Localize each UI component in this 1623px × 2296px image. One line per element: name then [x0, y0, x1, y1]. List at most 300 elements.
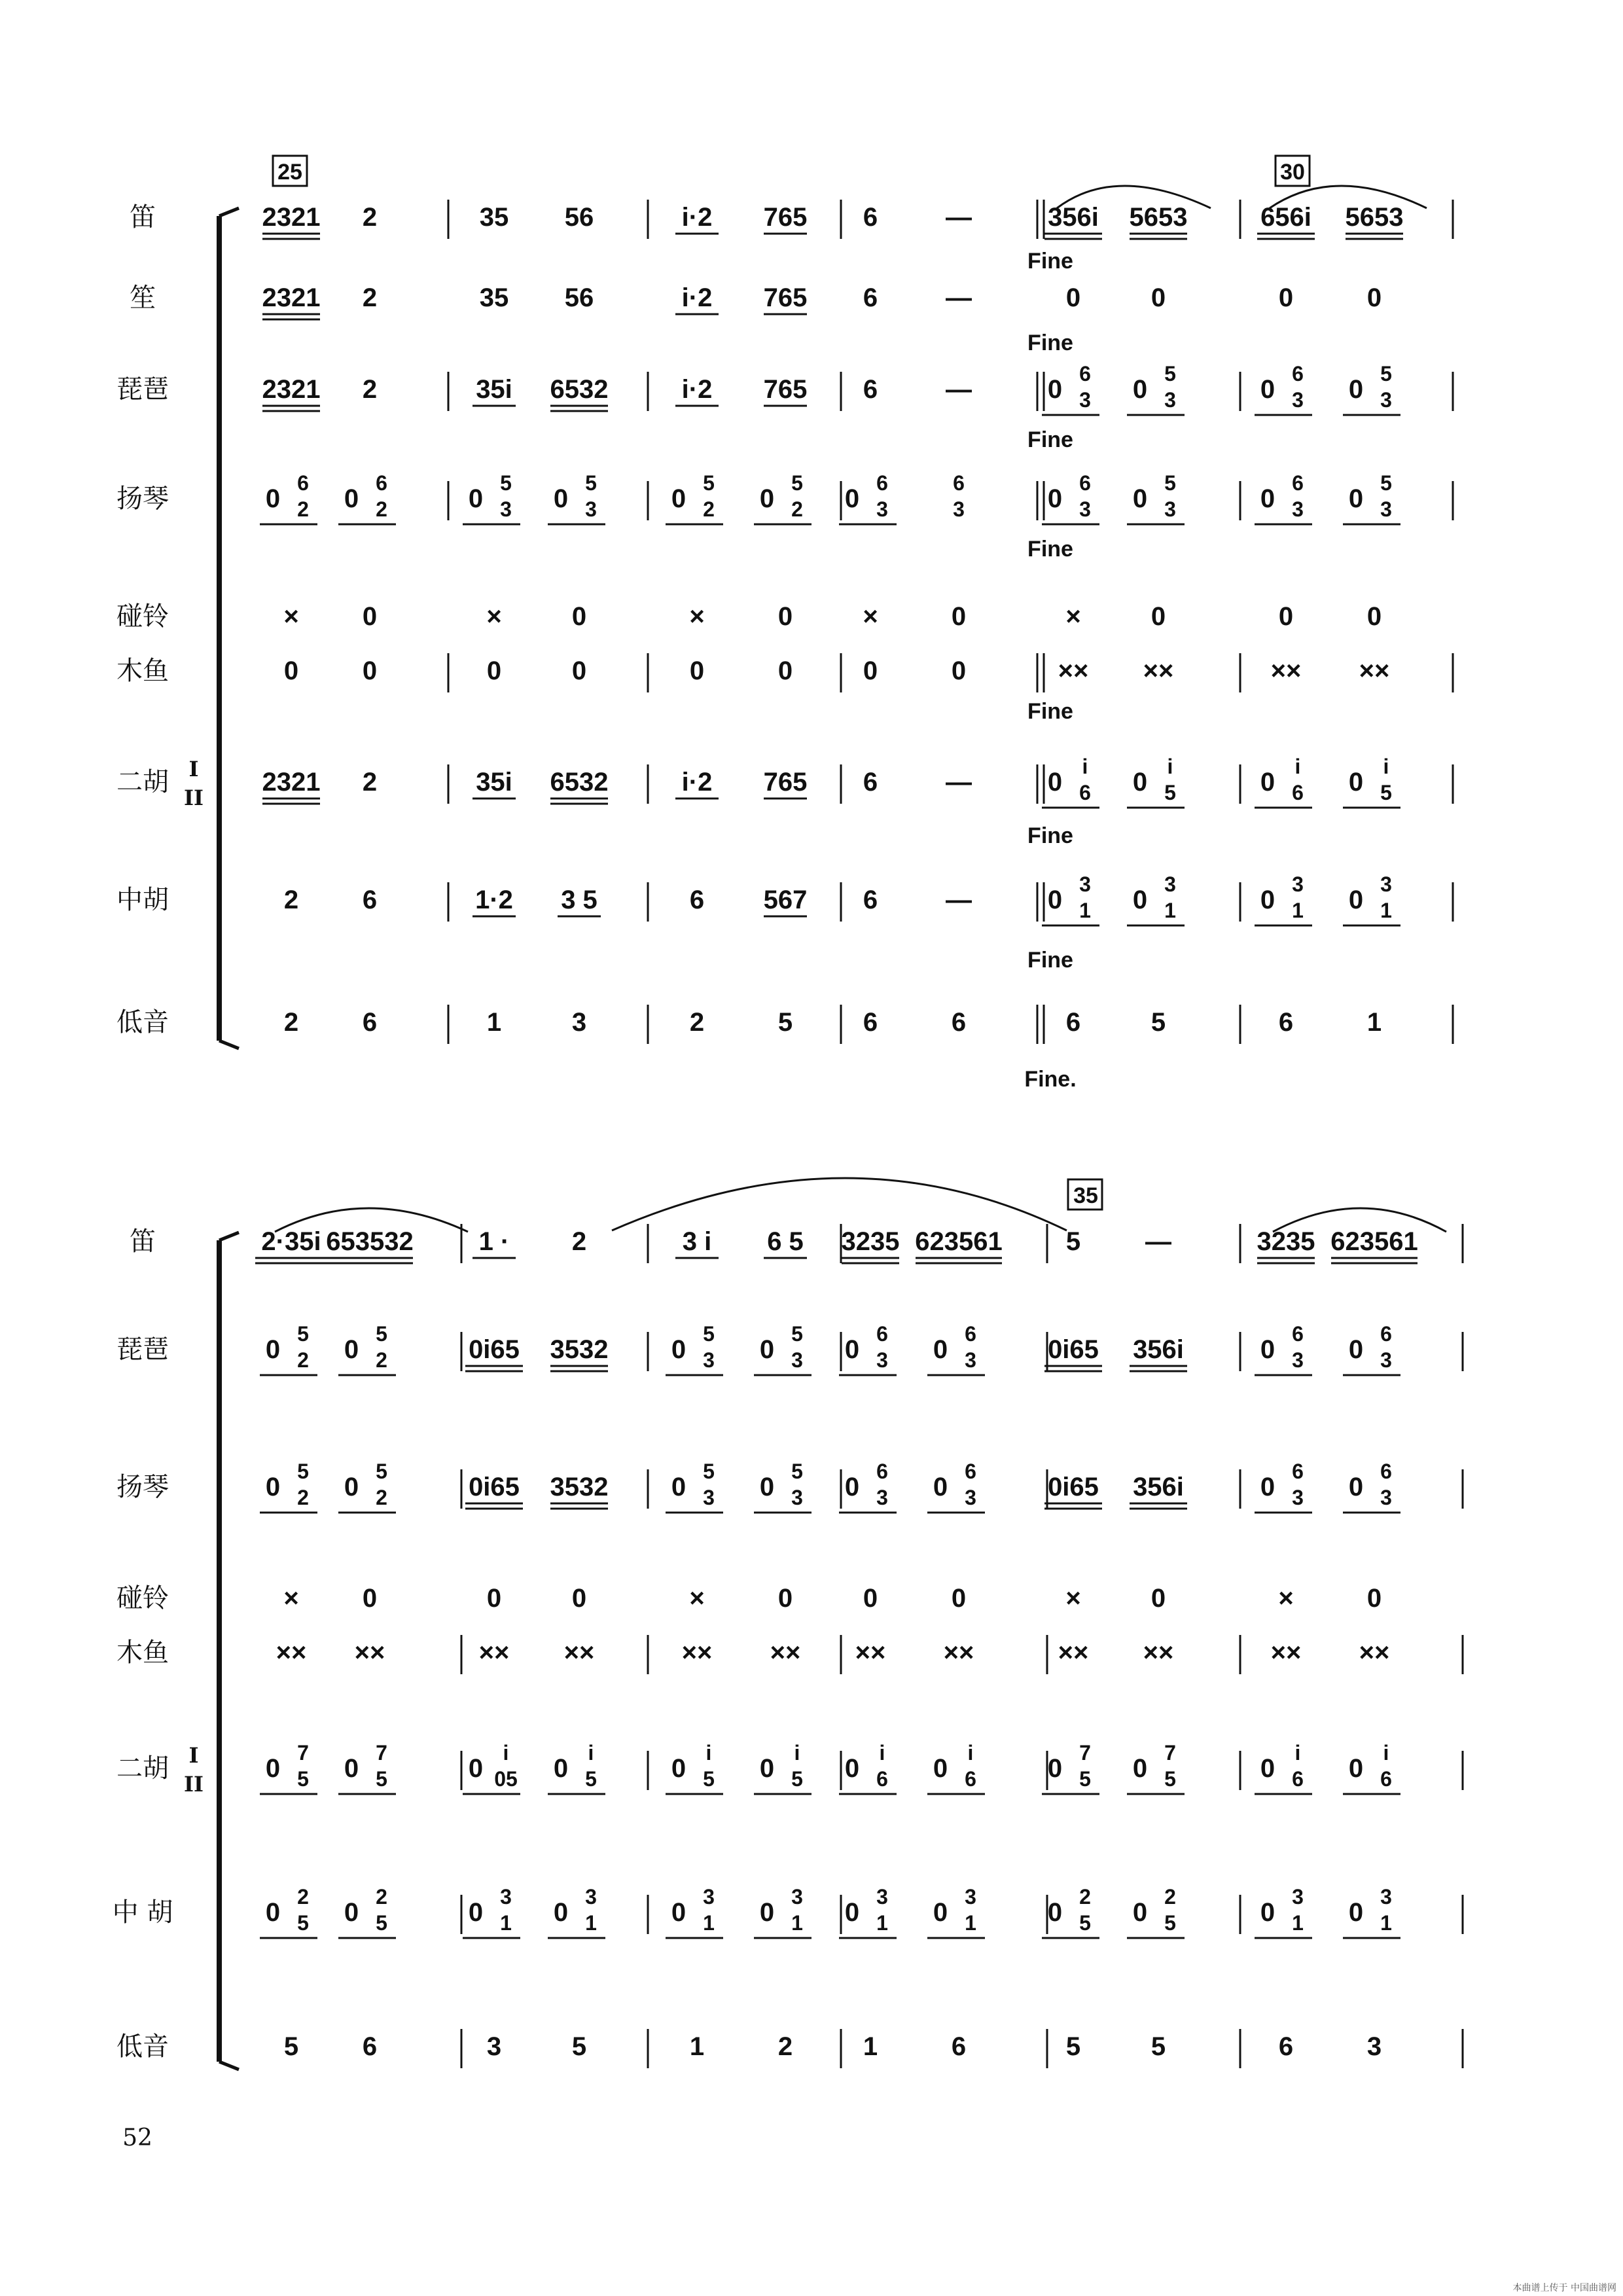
note-di-6: 6 [863, 203, 878, 232]
note-pipa-4-upper: 5 [703, 1322, 715, 1346]
note-pipa-11-lower: 3 [1380, 388, 1392, 412]
note-pipa-4-zero: 0 [671, 1335, 687, 1364]
note-zhonghu-0-lower: 5 [297, 1911, 309, 1935]
note-yangqin-1-upper: 6 [376, 471, 387, 495]
note-yangqin-8-zero: 0 [1047, 484, 1063, 513]
instrument-label-pipa: 琵琶 [116, 1335, 169, 1365]
note-erhu-3: 6532 [550, 768, 609, 797]
note-pengling-1: 0 [362, 1584, 378, 1613]
note-pipa-6-zero: 0 [844, 1335, 860, 1364]
note-yangqin-10-lower: 3 [1292, 1486, 1304, 1509]
instrument-label-di: 笛 [130, 1227, 156, 1257]
note-zhonghu-10-upper: 3 [1292, 1885, 1304, 1909]
note-pipa-7-upper: 6 [965, 1322, 976, 1346]
note-pipa-6-upper: 6 [876, 1322, 888, 1346]
note-sheng-2: 35 [479, 283, 509, 312]
note-di-7: — [946, 203, 972, 232]
instrument-label-erhu: 二胡 [116, 767, 169, 797]
note-zhonghu-3-lower: 1 [585, 1911, 597, 1935]
note-yangqin-11-upper: 5 [1380, 471, 1392, 495]
note-erhu-7-upper: i [967, 1741, 974, 1765]
note-erhu-11-upper: i [1383, 755, 1389, 778]
note-erhu-10-lower: 6 [1292, 781, 1304, 804]
note-pipa-9-lower: 3 [1164, 388, 1176, 412]
note-pipa-2: 35i [476, 375, 512, 404]
note-sheng-1: 2 [362, 283, 378, 312]
note-zhonghu-2-upper: 3 [500, 1885, 512, 1909]
note-yangqin-4-zero: 0 [671, 484, 687, 513]
note-yangqin-3-upper: 5 [585, 471, 597, 495]
note-diyin-4: 2 [689, 1008, 705, 1037]
note-yangqin-5-lower: 3 [791, 1486, 803, 1509]
note-pengling-3: 0 [571, 602, 587, 631]
system-bracket-bottom [219, 1041, 239, 1049]
note-yangqin-2-upper: 5 [500, 471, 512, 495]
note-yangqin-0-lower: 2 [297, 497, 309, 521]
note-diyin-6: 1 [863, 2032, 878, 2061]
note-zhonghu-2: 1·2 [475, 886, 513, 914]
instrument-label-sheng: 笙 [130, 283, 156, 313]
note-erhu-9-lower: 5 [1164, 1767, 1176, 1791]
note-yangqin-1-lower: 2 [376, 497, 387, 521]
instrument-label-erhu: 二胡 [116, 1753, 169, 1784]
footer-credit: 本曲谱上传于 中国曲谱网 [1512, 2283, 1616, 2293]
note-erhu-8-upper: 7 [1079, 1741, 1091, 1765]
note-pipa-4-lower: 3 [703, 1348, 715, 1372]
note-zhonghu-8-lower: 5 [1079, 1911, 1091, 1935]
note-yangqin-7-lower: 3 [953, 497, 965, 521]
instrument-label-pengling: 碰铃 [116, 601, 169, 632]
note-pipa-9: 356i [1133, 1335, 1184, 1364]
note-erhu-9-upper: 7 [1164, 1741, 1176, 1765]
note-erhu-8-zero: 0 [1047, 1754, 1063, 1783]
note-erhu-4-upper: i [705, 1741, 712, 1765]
note-diyin-7: 6 [951, 2032, 967, 2061]
instrument-label-yangqin: 扬琴 [116, 484, 169, 514]
note-pipa-10-zero: 0 [1260, 375, 1275, 404]
note-pipa-5-lower: 3 [791, 1348, 803, 1372]
note-pipa-11-zero: 0 [1348, 1335, 1364, 1364]
note-zhonghu-9-upper: 3 [1164, 872, 1176, 896]
instrument-label-pengling: 碰铃 [116, 1583, 169, 1613]
note-pipa-3: 6532 [550, 375, 609, 404]
note-di-9: 5653 [1129, 203, 1188, 232]
note-pipa-8-upper: 6 [1079, 362, 1091, 386]
note-pipa-10-lower: 3 [1292, 388, 1304, 412]
note-muyu-0: 0 [283, 656, 299, 685]
note-diyin-10: 6 [1278, 1008, 1294, 1037]
note-zhonghu-8-upper: 3 [1079, 872, 1091, 896]
note-erhu-11-zero: 0 [1348, 768, 1364, 797]
note-erhu-2: 35i [476, 768, 512, 797]
note-zhonghu-7-lower: 1 [965, 1911, 976, 1935]
note-muyu-6: 0 [863, 656, 878, 685]
fine-marking: Fine [1027, 249, 1073, 274]
note-erhu-6: 6 [863, 768, 878, 797]
note-yangqin-6-zero: 0 [844, 1473, 860, 1501]
note-pipa-11-lower: 3 [1380, 1348, 1392, 1372]
note-muyu-8: ×× [1058, 656, 1089, 685]
system-bracket-bottom [219, 2062, 239, 2070]
note-zhonghu-4-lower: 1 [703, 1911, 715, 1935]
note-diyin-10: 6 [1278, 2032, 1294, 2061]
note-pengling-9: 0 [1150, 602, 1166, 631]
note-pipa-10-zero: 0 [1260, 1335, 1275, 1364]
note-pengling-10: × [1278, 1584, 1294, 1613]
fine-marking: Fine [1027, 699, 1073, 724]
note-erhu-7: — [946, 768, 972, 797]
note-pipa-5-upper: 5 [791, 1322, 803, 1346]
note-erhu-11-zero: 0 [1348, 1754, 1364, 1783]
note-zhonghu-1-upper: 2 [376, 1885, 387, 1909]
note-pipa-3: 3532 [550, 1335, 609, 1364]
fine-marking: Fine [1027, 823, 1073, 848]
note-muyu-1: ×× [354, 1638, 385, 1667]
note-yangqin-7-lower: 3 [965, 1486, 976, 1509]
note-pipa-10-upper: 6 [1292, 1322, 1304, 1346]
note-sheng-4: i·2 [681, 283, 713, 312]
page-number: 52 [122, 2125, 152, 2151]
note-yangqin-8-upper: 6 [1079, 471, 1091, 495]
note-erhu-11-lower: 5 [1380, 781, 1392, 804]
note-pipa-9-upper: 5 [1164, 362, 1176, 386]
note-muyu-3: 0 [571, 656, 587, 685]
note-pengling-2: 0 [486, 1584, 502, 1613]
note-zhonghu-7: — [946, 886, 972, 914]
note-pipa-5: 765 [763, 375, 808, 404]
note-erhu-4: i·2 [681, 768, 713, 797]
note-diyin-8: 5 [1065, 2032, 1081, 2061]
note-yangqin-5-upper: 5 [791, 471, 803, 495]
fine-marking: Fine. [1024, 1067, 1077, 1092]
note-yangqin-6-lower: 3 [876, 1486, 888, 1509]
note-erhu-3-lower: 5 [585, 1767, 597, 1791]
note-pipa-8-zero: 0 [1047, 375, 1063, 404]
note-erhu-5: 765 [763, 768, 808, 797]
note-erhu-5-lower: 5 [791, 1767, 803, 1791]
note-yangqin-7-upper: 6 [965, 1460, 976, 1483]
note-pipa-0: 2321 [262, 375, 321, 404]
instrument-label-diyin: 低音 [116, 1007, 169, 1037]
note-diyin-0: 5 [283, 2032, 299, 2061]
note-yangqin-4-upper: 5 [703, 1460, 715, 1483]
note-erhu-8-upper: i [1082, 755, 1088, 778]
note-zhonghu-11-upper: 3 [1380, 1885, 1392, 1909]
note-di-7: 623561 [915, 1227, 1003, 1256]
note-diyin-2: 1 [486, 1008, 502, 1037]
note-di-11: 623561 [1330, 1227, 1418, 1256]
instrument-label-pipa: 琵琶 [116, 374, 169, 404]
note-yangqin-0-upper: 5 [297, 1460, 309, 1483]
note-muyu-7: 0 [951, 656, 967, 685]
note-di-4: i·2 [681, 203, 713, 232]
note-yangqin-2-lower: 3 [500, 497, 512, 521]
note-zhonghu-8-zero: 0 [1047, 886, 1063, 914]
note-muyu-5: ×× [770, 1638, 801, 1667]
note-zhonghu-6: 6 [863, 886, 878, 914]
note-zhonghu-7-upper: 3 [965, 1885, 976, 1909]
slur [612, 1178, 1067, 1230]
note-pipa-7: — [946, 375, 972, 404]
note-zhonghu-9-lower: 5 [1164, 1911, 1176, 1935]
note-erhu-8-lower: 5 [1079, 1767, 1091, 1791]
note-zhonghu-10-zero: 0 [1260, 886, 1275, 914]
note-zhonghu-10-lower: 1 [1292, 899, 1304, 922]
note-di-6: 3235 [841, 1227, 900, 1256]
note-di-8: 5 [1065, 1227, 1081, 1256]
note-zhonghu-9-zero: 0 [1132, 1898, 1148, 1927]
measure-number: 35 [1073, 1183, 1098, 1208]
system-bracket-top [219, 1232, 239, 1240]
note-yangqin-1-lower: 2 [376, 1486, 387, 1509]
note-yangqin-0-upper: 6 [297, 471, 309, 495]
note-pipa-6: 6 [863, 375, 878, 404]
note-yangqin-0-zero: 0 [265, 1473, 281, 1501]
note-di-4: 3 i [682, 1227, 712, 1256]
note-erhu-5-zero: 0 [759, 1754, 775, 1783]
note-yangqin-0-zero: 0 [265, 484, 281, 513]
note-pengling-11: 0 [1366, 602, 1382, 631]
note-yangqin-2-zero: 0 [468, 484, 484, 513]
note-pipa-11-upper: 5 [1380, 362, 1392, 386]
note-di-1: 2 [362, 203, 378, 232]
note-di-9: — [1145, 1227, 1171, 1256]
note-erhu-7-lower: 6 [965, 1767, 976, 1791]
note-zhonghu-10-lower: 1 [1292, 1911, 1304, 1935]
note-yangqin-5-zero: 0 [759, 484, 775, 513]
note-zhonghu-0: 2 [283, 886, 299, 914]
note-yangqin-6-upper: 6 [876, 471, 888, 495]
note-zhonghu-9-lower: 1 [1164, 899, 1176, 922]
note-erhu-2-upper: i [503, 1741, 509, 1765]
note-pipa-0-lower: 2 [297, 1348, 309, 1372]
note-erhu-9-zero: 0 [1132, 1754, 1148, 1783]
note-zhonghu-11-upper: 3 [1380, 872, 1392, 896]
note-erhu-8-zero: 0 [1047, 768, 1063, 797]
note-diyin-3: 5 [571, 2032, 587, 2061]
note-zhonghu-1-zero: 0 [344, 1898, 359, 1927]
note-pipa-0-upper: 5 [297, 1322, 309, 1346]
note-pipa-8-lower: 3 [1079, 388, 1091, 412]
note-pipa-4: i·2 [681, 375, 713, 404]
note-diyin-7: 6 [951, 1008, 967, 1037]
note-muyu-1: 0 [362, 656, 378, 685]
note-yangqin-1-zero: 0 [344, 1473, 359, 1501]
note-pipa-2: 0i65 [469, 1335, 520, 1364]
note-erhu-9-lower: 5 [1164, 781, 1176, 804]
note-muyu-2: ×× [478, 1638, 510, 1667]
note-diyin-3: 3 [571, 1008, 587, 1037]
note-zhonghu-1: 6 [362, 886, 378, 914]
note-zhonghu-6-zero: 0 [844, 1898, 860, 1927]
fine-marking: Fine [1027, 427, 1073, 452]
note-zhonghu-3-zero: 0 [553, 1898, 569, 1927]
system-bracket-top [219, 208, 239, 216]
note-muyu-11: ×× [1359, 656, 1390, 685]
note-erhu-11-upper: i [1383, 1741, 1389, 1765]
note-yangqin-6-zero: 0 [844, 484, 860, 513]
note-diyin-8: 6 [1065, 1008, 1081, 1037]
note-zhonghu-10-upper: 3 [1292, 872, 1304, 896]
note-sheng-8: 0 [1065, 283, 1081, 312]
instrument-label-zhonghu: 中 胡 [112, 1897, 173, 1928]
note-pengling-8: × [1065, 602, 1081, 631]
note-yangqin-11-zero: 0 [1348, 1473, 1364, 1501]
note-zhonghu-5: 567 [763, 886, 808, 914]
fine-marking: Fine [1027, 537, 1073, 562]
note-pipa-1-upper: 5 [376, 1322, 387, 1346]
note-pengling-11: 0 [1366, 1584, 1382, 1613]
note-pengling-5: 0 [777, 1584, 793, 1613]
note-yangqin-4-lower: 2 [703, 497, 715, 521]
measure-number: 30 [1280, 160, 1305, 185]
note-erhu-6-zero: 0 [844, 1754, 860, 1783]
note-sheng-10: 0 [1278, 283, 1294, 312]
note-pengling-6: × [863, 602, 878, 631]
note-di-8: 356i [1048, 203, 1099, 232]
erhu-part-1: I [188, 1743, 199, 1768]
note-zhonghu-8-zero: 0 [1047, 1898, 1063, 1927]
measure-number: 25 [277, 160, 302, 185]
note-di-3: 56 [564, 203, 594, 232]
note-erhu-1-zero: 0 [344, 1754, 359, 1783]
note-zhonghu-4-upper: 3 [703, 1885, 715, 1909]
note-diyin-5: 5 [777, 1008, 793, 1037]
note-yangqin-9-lower: 3 [1164, 497, 1176, 521]
note-yangqin-10-upper: 6 [1292, 1460, 1304, 1483]
note-pipa-7-zero: 0 [933, 1335, 948, 1364]
note-pengling-7: 0 [951, 602, 967, 631]
note-pengling-2: × [486, 602, 502, 631]
note-muyu-10: ×× [1270, 656, 1302, 685]
note-di-11: 5653 [1345, 203, 1404, 232]
note-zhonghu-4: 6 [689, 886, 705, 914]
note-diyin-4: 1 [689, 2032, 705, 2061]
note-yangqin-9: 356i [1133, 1473, 1184, 1501]
note-di-10: 3235 [1257, 1227, 1315, 1256]
note-diyin-0: 2 [283, 1008, 299, 1037]
note-muyu-8: ×× [1058, 1638, 1089, 1667]
note-erhu-10-upper: i [1294, 1741, 1301, 1765]
note-yangqin-9-upper: 5 [1164, 471, 1176, 495]
note-erhu-6-lower: 6 [876, 1767, 888, 1791]
note-erhu-10-upper: i [1294, 755, 1301, 778]
erhu-part-2: II [184, 1772, 204, 1797]
note-muyu-9: ×× [1143, 656, 1174, 685]
note-erhu-1: 2 [362, 768, 378, 797]
instrument-label-muyu: 木鱼 [116, 656, 169, 686]
note-yangqin-7-upper: 6 [953, 471, 965, 495]
note-muyu-10: ×× [1270, 1638, 1302, 1667]
note-yangqin-6-lower: 3 [876, 497, 888, 521]
note-pengling-4: × [689, 602, 705, 631]
note-pipa-11-upper: 6 [1380, 1322, 1392, 1346]
note-zhonghu-6-lower: 1 [876, 1911, 888, 1935]
note-erhu-4-lower: 5 [703, 1767, 715, 1791]
note-muyu-11: ×× [1359, 1638, 1390, 1667]
note-erhu-2-lower: 05 [494, 1767, 518, 1791]
instrument-label-di: 笛 [130, 202, 156, 232]
note-erhu-1-upper: 7 [376, 1741, 387, 1765]
note-yangqin-3-zero: 0 [553, 484, 569, 513]
note-pipa-1-zero: 0 [344, 1335, 359, 1364]
note-zhonghu-9-upper: 2 [1164, 1885, 1176, 1909]
note-yangqin-8-lower: 3 [1079, 497, 1091, 521]
note-erhu-5-upper: i [794, 1741, 800, 1765]
note-yangqin-11-lower: 3 [1380, 497, 1392, 521]
note-pipa-1-lower: 2 [376, 1348, 387, 1372]
note-erhu-6-upper: i [879, 1741, 885, 1765]
note-yangqin-8: 0i65 [1048, 1473, 1099, 1501]
note-muyu-5: 0 [777, 656, 793, 685]
note-diyin-5: 2 [777, 2032, 793, 2061]
note-yangqin-3-lower: 3 [585, 497, 597, 521]
note-zhonghu-9-zero: 0 [1132, 886, 1148, 914]
note-pipa-7-lower: 3 [965, 1348, 976, 1372]
note-muyu-4: ×× [681, 1638, 713, 1667]
note-di-2: 35 [479, 203, 509, 232]
erhu-part-2: II [184, 785, 204, 810]
note-yangqin-11-lower: 3 [1380, 1486, 1392, 1509]
note-pengling-6: 0 [863, 1584, 878, 1613]
fine-marking: Fine [1027, 948, 1073, 973]
note-pengling-5: 0 [777, 602, 793, 631]
note-diyin-11: 3 [1366, 2032, 1382, 2061]
note-erhu-10-lower: 6 [1292, 1767, 1304, 1791]
note-diyin-9: 5 [1150, 1008, 1166, 1037]
note-sheng-6: 6 [863, 283, 878, 312]
note-muyu-4: 0 [689, 656, 705, 685]
note-yangqin-3: 3532 [550, 1473, 609, 1501]
note-muyu-3: ×× [563, 1638, 595, 1667]
note-pengling-7: 0 [951, 1584, 967, 1613]
note-yangqin-5-upper: 5 [791, 1460, 803, 1483]
note-muyu-2: 0 [486, 656, 502, 685]
note-pengling-4: × [689, 1584, 705, 1613]
note-di-3: 2 [571, 1227, 587, 1256]
note-pengling-9: 0 [1150, 1584, 1166, 1613]
note-muyu-6: ×× [855, 1638, 886, 1667]
erhu-part-1: I [188, 757, 199, 781]
note-zhonghu-7-zero: 0 [933, 1898, 948, 1927]
note-yangqin-10-upper: 6 [1292, 471, 1304, 495]
note-zhonghu-6-upper: 3 [876, 1885, 888, 1909]
note-sheng-0: 2321 [262, 283, 321, 312]
note-yangqin-4-lower: 3 [703, 1486, 715, 1509]
note-zhonghu-0-zero: 0 [265, 1898, 281, 1927]
note-erhu-3-upper: i [588, 1741, 594, 1765]
note-yangqin-5-lower: 2 [791, 497, 803, 521]
note-zhonghu-11-zero: 0 [1348, 1898, 1364, 1927]
note-pengling-3: 0 [571, 1584, 587, 1613]
note-yangqin-11-upper: 6 [1380, 1460, 1392, 1483]
note-yangqin-1-upper: 5 [376, 1460, 387, 1483]
note-erhu-2-zero: 0 [468, 1754, 484, 1783]
note-pipa-9-zero: 0 [1132, 375, 1148, 404]
note-pipa-1: 2 [362, 375, 378, 404]
note-muyu-7: ×× [943, 1638, 974, 1667]
note-erhu-1-lower: 5 [376, 1767, 387, 1791]
note-erhu-3-zero: 0 [553, 1754, 569, 1783]
note-pengling-8: × [1065, 1584, 1081, 1613]
note-pipa-11-zero: 0 [1348, 375, 1364, 404]
note-yangqin-0-lower: 2 [297, 1486, 309, 1509]
note-zhonghu-3: 3 5 [561, 886, 597, 914]
note-yangqin-10-zero: 0 [1260, 484, 1275, 513]
note-muyu-9: ×× [1143, 1638, 1174, 1667]
note-zhonghu-5-zero: 0 [759, 1898, 775, 1927]
note-sheng-11: 0 [1366, 283, 1382, 312]
